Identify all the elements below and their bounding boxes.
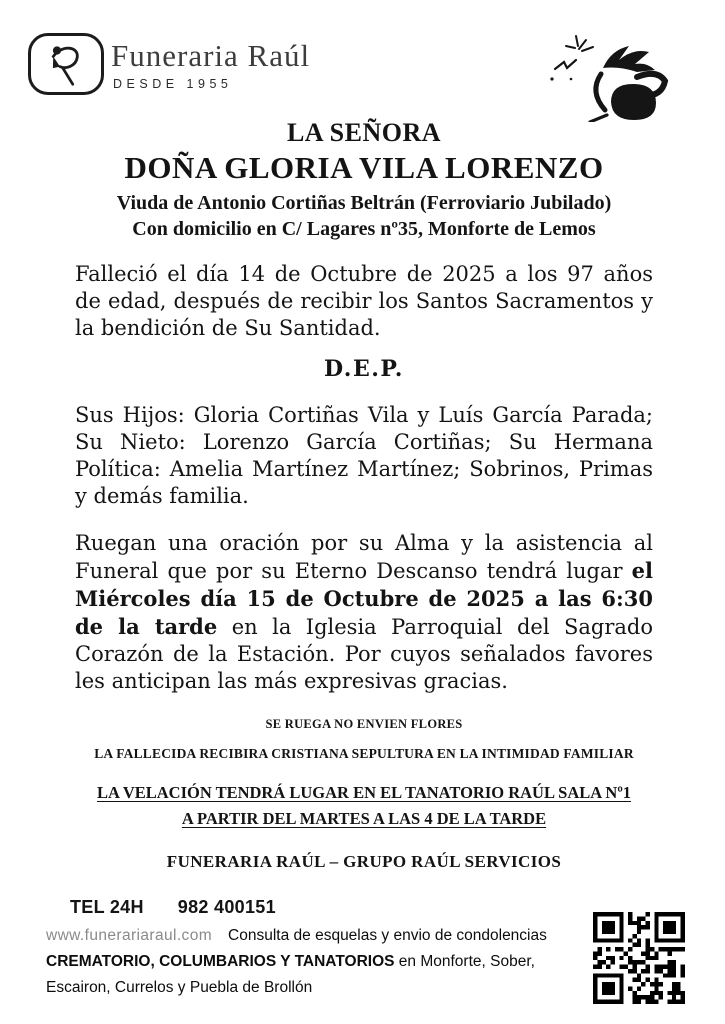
logo-tagline: DESDE 1955 bbox=[113, 77, 233, 91]
wake-notice bbox=[75, 780, 653, 832]
death-notice-paragraph: Falleció el día 14 de Octubre de 2025 a los 97 años de edad, después de recibir los Santos Sacramentos y la bendición de Su Santidad. bbox=[75, 262, 653, 340]
no-flowers-notice: SE RUEGA NO ENVIEN FLORES bbox=[265, 717, 463, 731]
website-text: www.funerariaraul.com bbox=[46, 927, 213, 944]
wake-notice-line2: A PARTIR DEL MARTES A LAS 4 DE LA TARDE bbox=[181, 809, 547, 828]
deceased-name: DOÑA GLORIA VILA LORENZO bbox=[124, 150, 604, 185]
honorific-line: LA SEÑORA bbox=[286, 118, 442, 147]
funeraria-raul-logo bbox=[28, 33, 310, 95]
funeral-text-post: en la Iglesia Parroquial del Sagrado Corazón de la Estación. Por cuyos señalados favores les anticipan las más expresivas gracias. bbox=[75, 615, 653, 693]
footer-info-services: CREMATORIO, COLUMBARIOS Y TANATORIOS bbox=[46, 953, 395, 970]
qr-code bbox=[593, 912, 685, 1004]
tel-number: 982 400151 bbox=[177, 897, 276, 917]
funeral-text-pre: Ruegan una oración por su Alma y la asistencia al Funeral que por su Eterno Descanso tendrá lugar bbox=[75, 531, 653, 583]
dep-abbreviation: D.E.P. bbox=[324, 356, 404, 382]
family-paragraph: Sus Hijos: Gloria Cortiñas Vila y Luís García Parada; Su Nieto: Lorenzo García Cortiñas; Su Hermana Política: Amelia Martínez Martínez; Sobrinos, Primas y demás familia. bbox=[75, 403, 653, 508]
logo-text-block bbox=[111, 33, 310, 91]
footer-contact-block bbox=[46, 897, 578, 1001]
funeral-datetime: el Miércoles día 15 de Octubre de 2025 a las 6:30 de la tarde bbox=[75, 558, 653, 639]
qr-code-canvas bbox=[593, 912, 685, 1004]
funeral-paragraph bbox=[75, 530, 653, 695]
burial-notice: LA FALLECIDA RECIBIRA CRISTIANA SEPULTURA EN LA INTIMIDAD FAMILIAR bbox=[94, 746, 634, 761]
widow-line: Viuda de Antonio Cortiñas Beltrán (Ferroviario Jubilado) bbox=[116, 192, 612, 214]
wake-notice-line1: LA VELACIÓN TENDRÁ LUGAR EN EL TANATORIO RAÚL SALA Nº1 bbox=[96, 783, 632, 802]
company-line: FUNERARIA RAÚL – GRUPO RAÚL SERVICIOS bbox=[166, 852, 562, 871]
header bbox=[0, 0, 725, 118]
tel-label: TEL 24H bbox=[70, 897, 144, 917]
footer-info-post: en Monforte, Sober, Escairon, Currelos y Puebla de Brollón bbox=[46, 953, 535, 996]
logo-r-monogram-icon bbox=[28, 33, 104, 95]
footer-info-pre: Consulta de esquelas y envio de condolencias bbox=[228, 927, 547, 944]
rose-sketch-icon bbox=[545, 22, 697, 122]
footer-info bbox=[46, 923, 578, 1001]
address-line: Con domicilio en C/ Lagares nº35, Monforte de Lemos bbox=[132, 218, 596, 240]
tel-line bbox=[70, 897, 578, 918]
logo-brand-name: Funeraria Raúl bbox=[111, 38, 311, 73]
obituary-body bbox=[75, 118, 653, 872]
